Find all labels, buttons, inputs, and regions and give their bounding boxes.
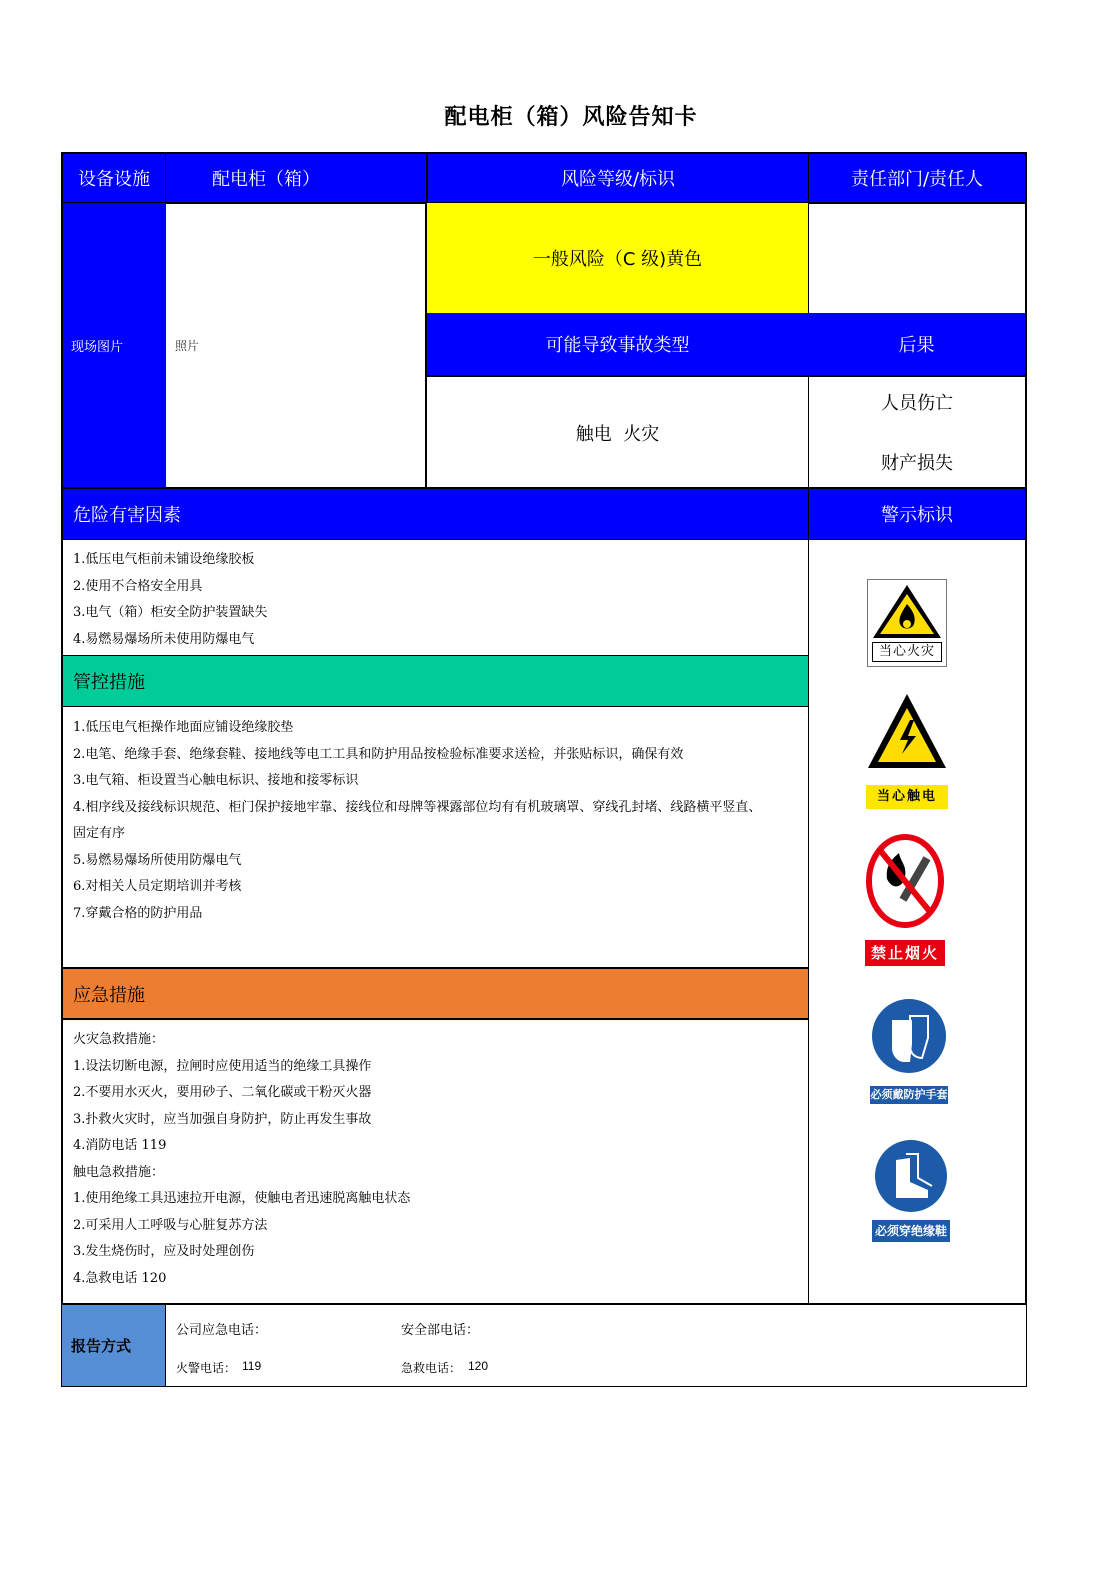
protective-gloves-icon (870, 998, 948, 1076)
sign-no-fire (865, 833, 947, 969)
fire-phone: 119 (242, 1359, 262, 1373)
report-label (61, 1303, 166, 1387)
sign-label: 必须戴防护手套 (870, 1086, 948, 1104)
warning-signs-header (808, 487, 1027, 540)
ambulance-phone: 120 (468, 1359, 489, 1373)
control-item: 2.电笔、绝缘手套、绝缘套鞋、接地线等电工工具和防护用品按检验标准要求送检，并张贴标识，确保有效 (73, 746, 684, 762)
safety-dept-phone-label: 安全部电话： (401, 1323, 480, 1338)
insulated-boots-icon (872, 1138, 950, 1216)
accident-types-text: 触电 火灾 (575, 423, 660, 445)
hazard-item: 4.易燃易爆场所未使用防爆电气 (73, 631, 255, 647)
responsible-value (808, 203, 1027, 313)
electric-shock-warning-icon (866, 692, 948, 772)
emergency-item: 1.设法切断电源，拉闸时应使用适当的绝缘工具操作 (73, 1058, 372, 1074)
emergency-header (61, 967, 809, 1020)
emergency-item: 3.扑救火灾时，应当加强自身防护，防止再发生事故 (73, 1111, 372, 1127)
emergency-header-text: 应急措施 (73, 984, 145, 1006)
emergency-item: 4.消防电话 119 (73, 1138, 167, 1153)
hazard-item: 1.低压电气柜前未铺设绝缘胶板 (73, 552, 255, 567)
emergency-item: 触电急救措施： (73, 1164, 165, 1180)
warning-signs-header-text: 警示标识 (881, 505, 953, 526)
accident-types (427, 377, 809, 488)
emergency-list (61, 1020, 809, 1305)
hazards-header (61, 487, 809, 540)
hazards-header-text: 危险有害因素 (73, 505, 181, 526)
sign-fire-warning (867, 579, 947, 667)
emergency-item: 4.急救电话 120 (73, 1270, 167, 1286)
consequence-header-text: 后果 (898, 335, 935, 356)
page-title: 配电柜（箱）风险告知卡 (444, 105, 698, 130)
no-fire-icon (865, 833, 947, 929)
control-item: 1.低压电气柜操作地面应铺设绝缘胶垫 (73, 720, 294, 735)
risk-level-header (427, 152, 809, 204)
responsible-header-text: 责任部门/责任人 (850, 169, 984, 190)
hazard-item: 2.使用不合格安全用具 (73, 578, 203, 594)
warning-signs-panel (808, 540, 1027, 1305)
sign-label: 当心触电 (866, 785, 948, 809)
controls-list (61, 707, 809, 968)
sign-gloves (870, 998, 948, 1108)
facility-label-text: 设备设施 (78, 169, 150, 190)
emergency-item: 1.使用绝缘工具迅速拉开电源，使触电者迅速脱离触电状态 (73, 1191, 411, 1206)
photo-placeholder-text: 照片 (175, 339, 200, 353)
accident-type-header (427, 313, 809, 377)
control-item: 5.易燃易爆场所使用防爆电气 (73, 852, 242, 868)
responsible-header (808, 152, 1027, 204)
sign-electric-warning (866, 692, 948, 812)
photo-label-text: 现场图片 (71, 340, 124, 355)
consequence-header (808, 313, 1027, 377)
report-contacts (166, 1303, 1027, 1387)
consequence-item: 财产损失 (881, 453, 953, 474)
control-item: 4.相序线及接线标识规范、柜门保护接地牢靠、接线位和母牌等裸露部位均有有机玻璃罩、穿线孔封堵、线路横平竖直、 (73, 799, 762, 815)
sign-label: 禁止烟火 (865, 940, 945, 966)
control-item: 7.穿戴合格的防护用品 (73, 905, 203, 921)
company-phone-label: 公司应急电话： (176, 1323, 268, 1338)
control-item: 3.电气箱、柜设置当心触电标识、接地和接零标识 (73, 773, 359, 788)
facility-label (61, 152, 166, 204)
fire-phone-label: 火警电话： (176, 1361, 237, 1375)
controls-header-text: 管控措施 (73, 672, 145, 693)
consequence-item: 人员伤亡 (881, 393, 953, 414)
accident-type-header-text: 可能导致事故类型 (545, 335, 690, 356)
consequences (808, 377, 1027, 488)
photo-label (61, 203, 166, 488)
facility-value (166, 152, 427, 204)
facility-value-text: 配电柜（箱） (212, 169, 320, 190)
risk-level-header-text: 风险等级/标识 (560, 169, 676, 190)
report-label-text: 报告方式 (71, 1337, 132, 1355)
risk-level-value (427, 203, 809, 313)
emergency-item: 2.不要用水灭火，要用砂子、二氧化碳或干粉灭火器 (73, 1085, 372, 1100)
risk-level-value-text: 一般风险（C 级)黄色 (532, 249, 703, 270)
emergency-item: 火灾急救措施： (73, 1032, 165, 1047)
control-item: 固定有序 (73, 826, 126, 841)
sign-boots (872, 1138, 950, 1246)
fire-warning-icon (868, 582, 946, 644)
sign-label: 当心火灾 (872, 642, 942, 662)
photo-placeholder (166, 203, 427, 488)
controls-header (61, 655, 809, 707)
sign-label: 必须穿绝缘鞋 (872, 1220, 950, 1242)
control-item: 6.对相关人员定期培训并考核 (73, 879, 242, 894)
hazard-item: 3.电气（箱）柜安全防护装置缺失 (73, 605, 268, 620)
emergency-item: 3.发生烧伤时，应及时处理创伤 (73, 1244, 255, 1259)
hazards-list (61, 540, 809, 656)
emergency-item: 2.可采用人工呼吸与心脏复苏方法 (73, 1217, 268, 1233)
ambulance-phone-label: 急救电话： (401, 1361, 462, 1375)
